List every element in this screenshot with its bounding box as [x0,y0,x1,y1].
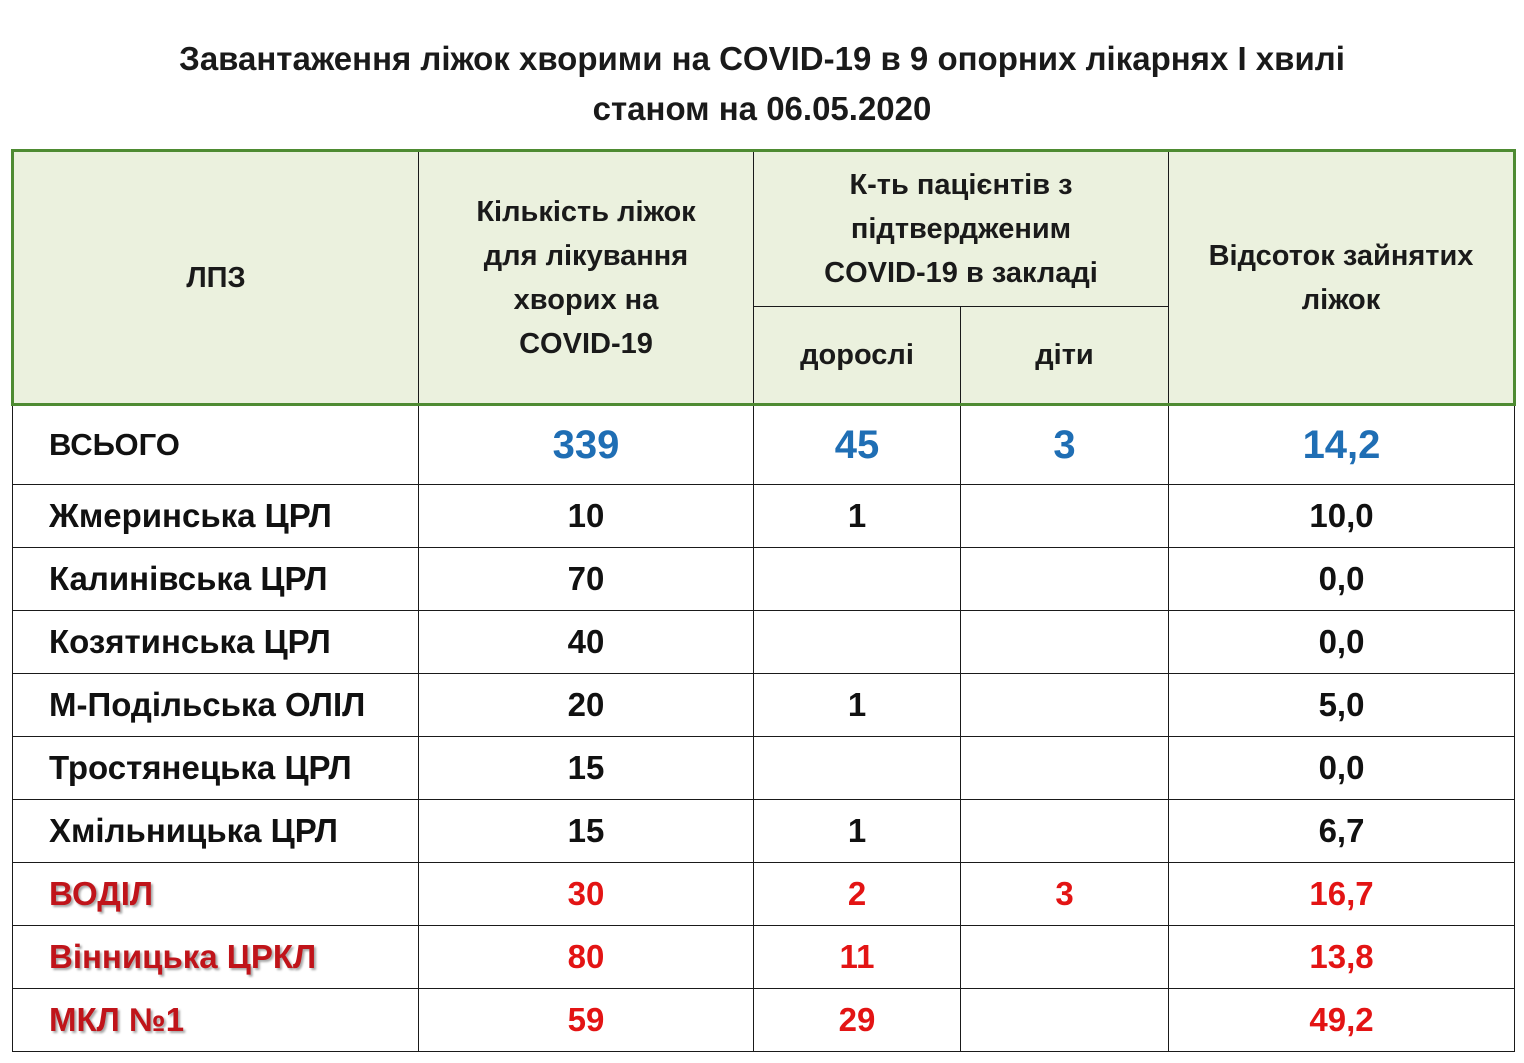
title-line-1: Завантаження ліжок хворими на COVID-19 в 9 опорних лікарнях І хвилі [179,40,1345,77]
row-name: ВСЬОГО [13,405,419,485]
row-adults: 1 [754,674,961,737]
row-percent: 5,0 [1169,674,1515,737]
table-row-highlight [13,989,1515,1052]
row-children: 3 [961,863,1169,926]
table-row-total [13,405,1515,485]
header-beds: Кількість ліжок для лікування хворих на COVID-19 [419,151,754,405]
row-name: Вінницька ЦРКЛ [13,926,419,989]
table-row [13,548,1515,611]
row-percent: 0,0 [1169,548,1515,611]
row-beds: 10 [419,485,754,548]
row-adults: 1 [754,485,961,548]
header-adults: дорослі [754,307,961,405]
row-children [961,926,1169,989]
page-title [0,34,1524,134]
row-percent: 16,7 [1169,863,1515,926]
row-children [961,674,1169,737]
row-adults: 1 [754,800,961,863]
row-beds: 15 [419,737,754,800]
row-adults: 2 [754,863,961,926]
table-row [13,611,1515,674]
table-row-highlight [13,926,1515,989]
row-adults [754,611,961,674]
header-children: діти [961,307,1169,405]
table-header [13,151,1515,405]
row-children [961,737,1169,800]
row-children [961,485,1169,548]
row-beds: 20 [419,674,754,737]
row-beds: 30 [419,863,754,926]
row-name: Калинівська ЦРЛ [13,548,419,611]
table-body [13,405,1515,1052]
row-name: Жмеринська ЦРЛ [13,485,419,548]
title-line-2: станом на 06.05.2020 [592,90,932,127]
row-children [961,800,1169,863]
row-adults: 11 [754,926,961,989]
row-adults [754,737,961,800]
row-beds: 80 [419,926,754,989]
table-row [13,800,1515,863]
header-percent: Відсоток зайнятих ліжок [1169,151,1515,405]
row-adults: 45 [754,405,961,485]
row-name: Тростянецька ЦРЛ [13,737,419,800]
row-percent: 10,0 [1169,485,1515,548]
row-percent: 6,7 [1169,800,1515,863]
row-children [961,611,1169,674]
row-name: Хмільницька ЦРЛ [13,800,419,863]
row-children [961,548,1169,611]
row-adults [754,548,961,611]
table-row [13,485,1515,548]
row-percent: 49,2 [1169,989,1515,1052]
table-row-highlight [13,863,1515,926]
row-children: 3 [961,405,1169,485]
bed-occupancy-table [11,149,1516,1052]
table-row [13,674,1515,737]
row-beds: 15 [419,800,754,863]
row-beds: 40 [419,611,754,674]
row-percent: 14,2 [1169,405,1515,485]
header-lpz: ЛПЗ [13,151,419,405]
row-name: М-Подільська ОЛІЛ [13,674,419,737]
row-beds: 59 [419,989,754,1052]
row-beds: 70 [419,548,754,611]
row-name: ВОДІЛ [13,863,419,926]
row-children [961,989,1169,1052]
table-row [13,737,1515,800]
row-percent: 0,0 [1169,611,1515,674]
row-percent: 13,8 [1169,926,1515,989]
row-name: Козятинська ЦРЛ [13,611,419,674]
header-patients: К-ть пацієнтів з підтвердженим COVID-19 в закладі [754,151,1169,307]
row-adults: 29 [754,989,961,1052]
row-name: МКЛ №1 [13,989,419,1052]
row-percent: 0,0 [1169,737,1515,800]
row-beds: 339 [419,405,754,485]
